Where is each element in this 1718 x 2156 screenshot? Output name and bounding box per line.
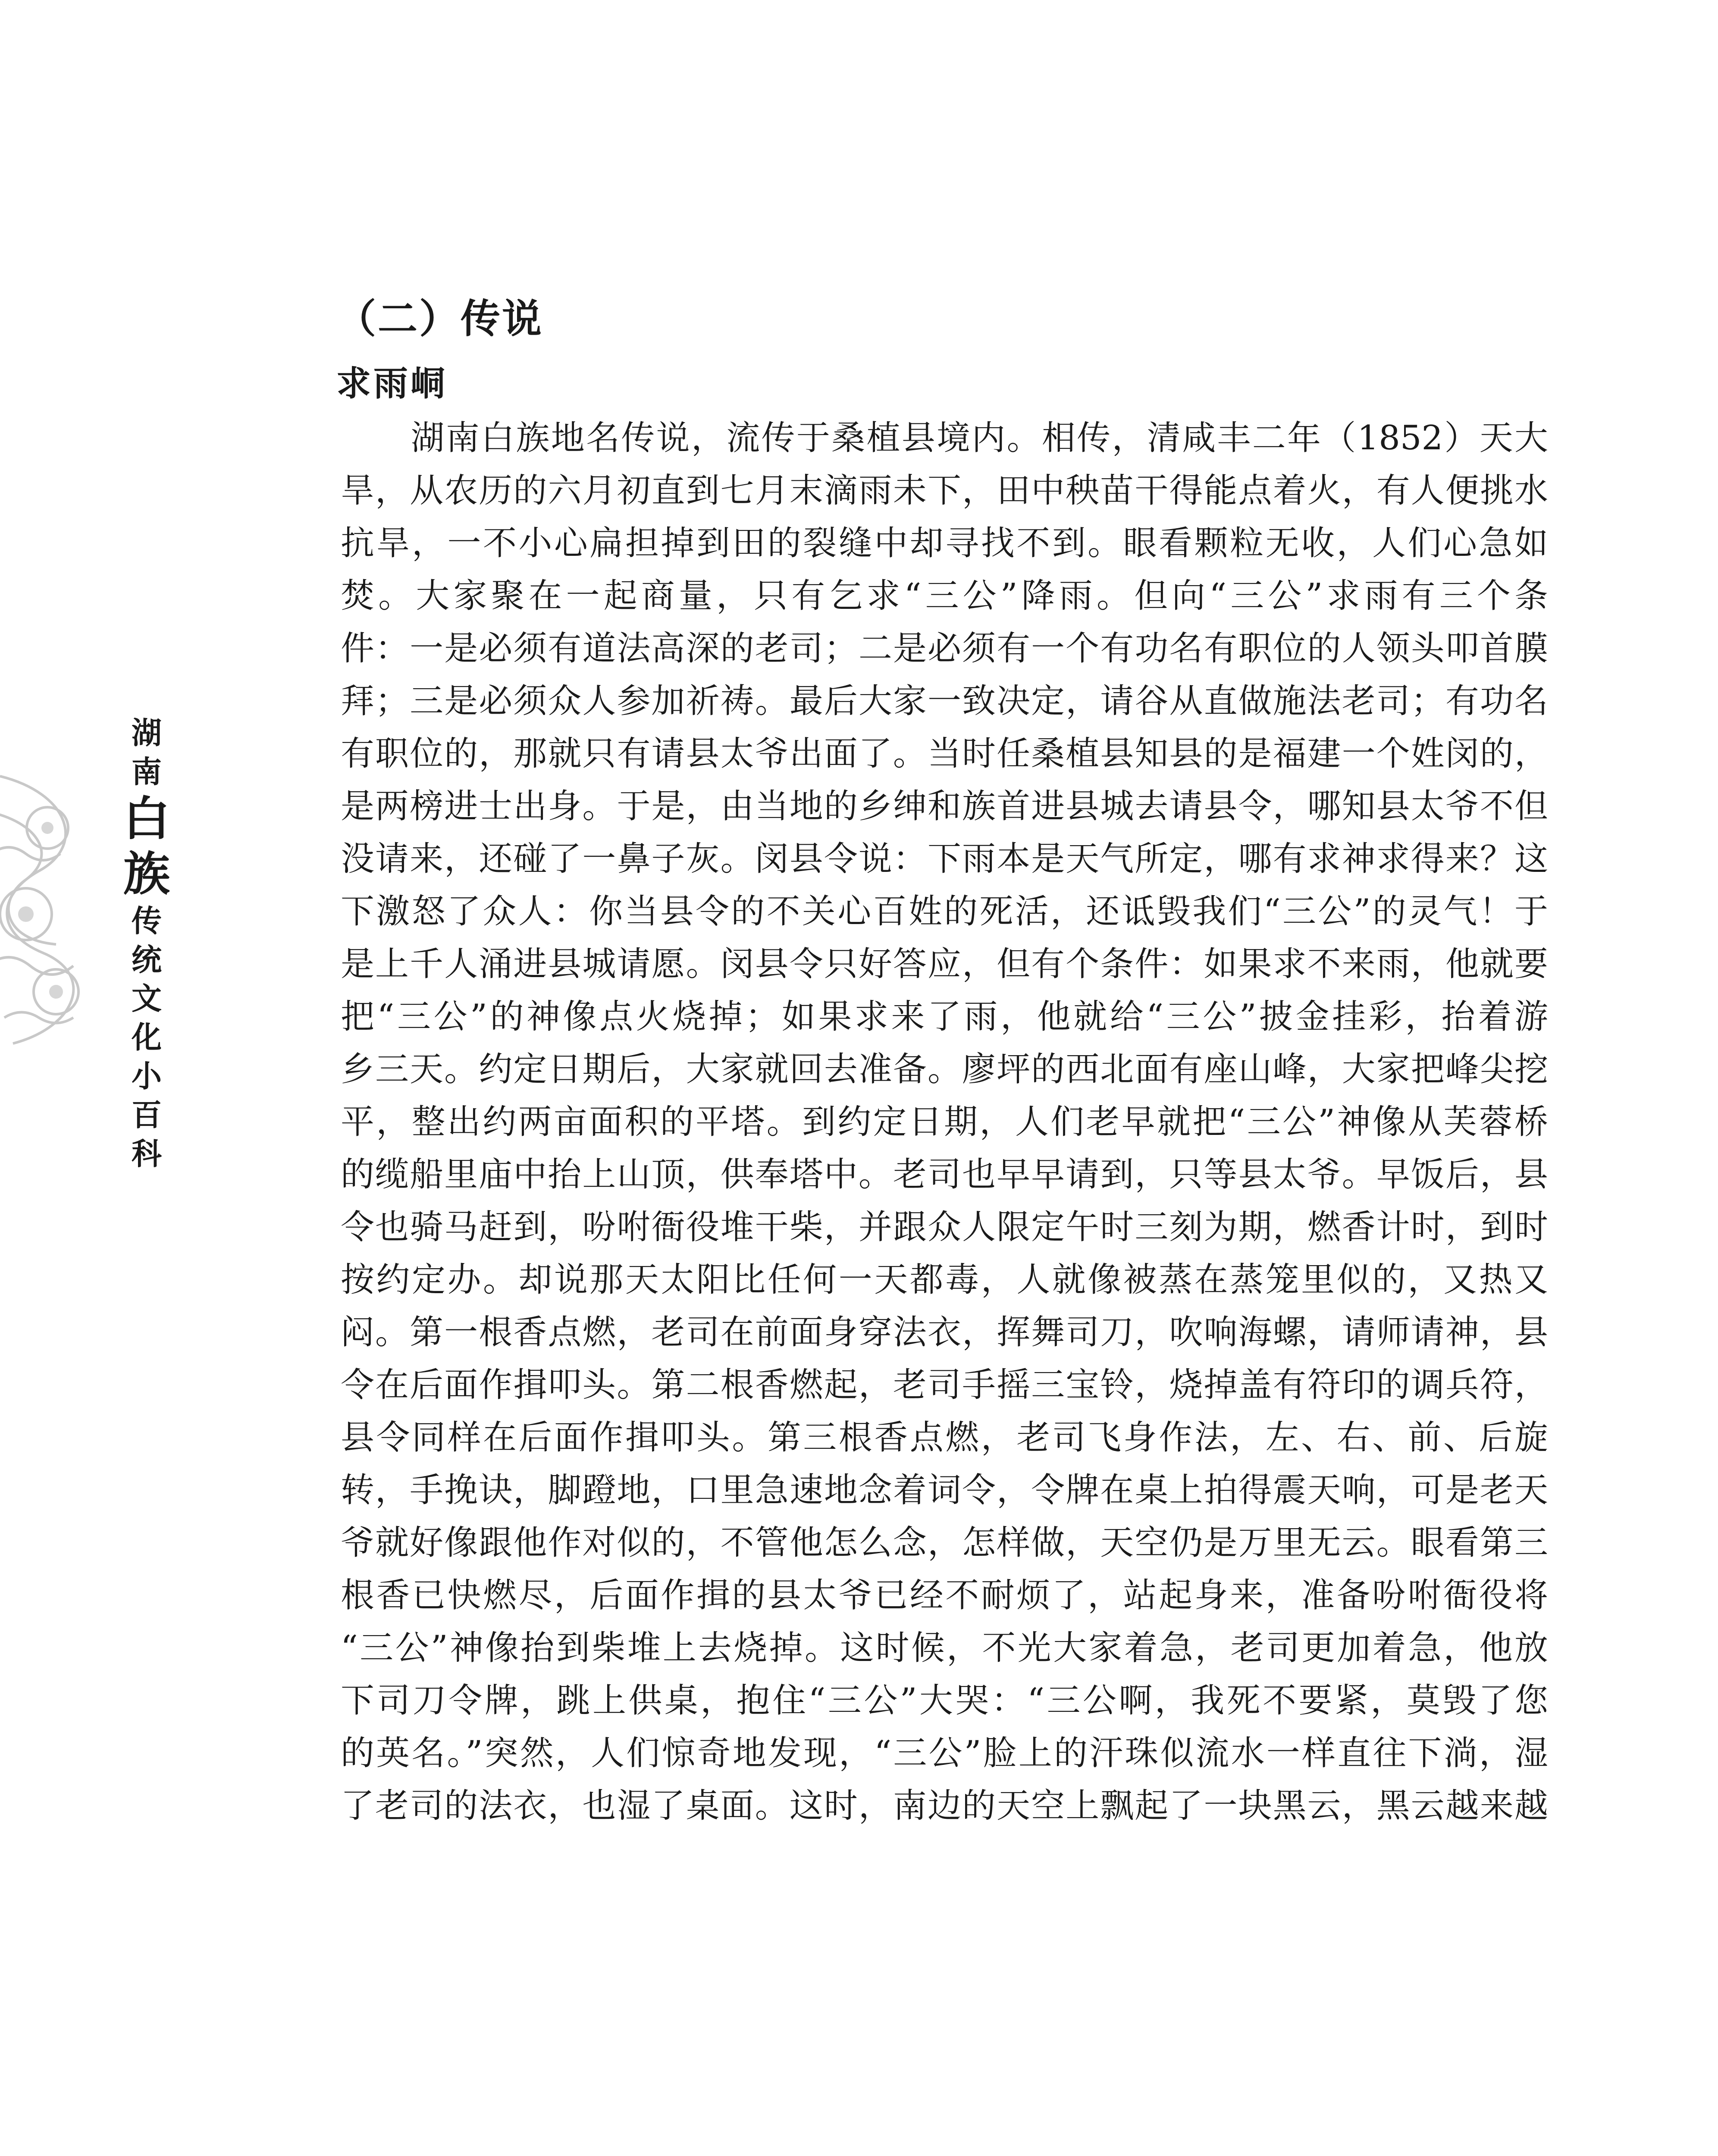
body-line: 令也骑马赶到，吩咐衙役堆干柴，并跟众人限定午时三刻为期，燃香计时，到时 [341, 1208, 1548, 1247]
body-paragraph [341, 412, 1548, 1832]
body-line: 爷就好像跟他作对似的，不管他怎么念，怎样做，天空仍是万里无云。眼看第三 [341, 1523, 1548, 1562]
body-line: 是两榜进士出身。于是，由当地的乡绅和族首进县城去请县令，哪知县太爷不但 [341, 787, 1548, 826]
body-line: 乡三天。约定日期后，大家就回去准备。廖坪的西北面有座山峰，大家把峰尖挖 [341, 1050, 1548, 1089]
side-title-char: 南 [132, 754, 162, 790]
body-line: 拜；三是必须众人参加祈祷。最后大家一致决定，请谷从直做施法老司；有功名 [341, 682, 1548, 721]
side-title-char: 族 [123, 847, 170, 901]
side-title-char: 白 [123, 792, 170, 846]
body-line: 件：一是必须有道法高深的老司；二是必须有一个有功名有职位的人领头叩首膜 [341, 629, 1548, 668]
body-line: 抗旱，一不小心扁担掉到田的裂缝中却寻找不到。眼看颗粒无收，人们心急如 [341, 524, 1548, 563]
section-heading: （二）传说 [336, 296, 544, 342]
body-line: 按约定办。却说那天太阳比任何一天都毒，人就像被蒸在蒸笼里似的，又热又 [341, 1260, 1548, 1299]
body-line: 旱，从农历的六月初直到七月末滴雨未下，田中秧苗干得能点着火，有人便挑水 [341, 471, 1548, 510]
side-title-char: 统 [132, 942, 162, 978]
side-title-char: 化 [132, 1019, 162, 1055]
body-line: “三公”神像抬到柴堆上去烧掉。这时候，不光大家着急，老司更加着急，他放 [341, 1629, 1548, 1667]
side-title-char: 文 [132, 981, 162, 1016]
side-title-char: 湖 [132, 715, 162, 751]
side-title-char: 小 [132, 1058, 162, 1094]
body-line: 没请来，还碰了一鼻子灰。闵县令说：下雨本是天气所定，哪有求神求得来？这 [341, 840, 1548, 878]
body-line: 下激怒了众人：你当县令的不关心百姓的死活，还诋毁我们“三公”的灵气！于 [341, 892, 1548, 931]
body-line: 县令同样在后面作揖叩头。第三根香点燃，老司飞身作法，左、右、前、后旋 [341, 1418, 1548, 1457]
body-line: 是上千人涌进县城请愿。闵县令只好答应，但有个条件：如果求不来雨，他就要 [341, 945, 1548, 984]
body-line: 根香已快燃尽，后面作揖的县太爷已经不耐烦了，站起身来，准备吩咐衙役将 [341, 1576, 1548, 1615]
body-line: 的英名。”突然，人们惊奇地发现，“三公”脸上的汗珠似流水一样直往下淌，湿 [341, 1734, 1548, 1773]
side-title-char: 百 [132, 1097, 162, 1133]
body-line: 的缆船里庙中抬上山顶，供奉塔中。老司也早早请到，只等县太爷。早饭后，县 [341, 1155, 1548, 1194]
body-line: 湖南白族地名传说，流传于桑植县境内。相传，清咸丰二年（1852）天大 [341, 419, 1548, 458]
side-title-char: 传 [132, 903, 162, 939]
body-line: 了老司的法衣，也湿了桌面。这时，南边的天空上飘起了一块黑云，黑云越来越 [341, 1786, 1548, 1825]
side-title-char: 科 [132, 1136, 162, 1172]
decorative-pattern-icon [0, 759, 121, 1061]
body-line: 焚。大家聚在一起商量，只有乞求“三公”降雨。但向“三公”求雨有三个条 [341, 577, 1548, 615]
body-line: 令在后面作揖叩头。第二根香燃起，老司手摇三宝铃，烧掉盖有符印的调兵符， [341, 1366, 1548, 1404]
story-heading: 求雨峒 [336, 364, 448, 404]
body-line: 下司刀令牌，跳上供桌，抱住“三公”大哭：“三公啊，我死不要紧，莫毁了您 [341, 1681, 1548, 1720]
body-line: 平，整出约两亩面积的平塔。到约定日期，人们老早就把“三公”神像从芙蓉桥 [341, 1103, 1548, 1141]
body-line: 闷。第一根香点燃，老司在前面身穿法衣，挥舞司刀，吹响海螺，请师请神，县 [341, 1313, 1548, 1352]
body-line: 转，手挽诀，脚蹬地，口里急速地念着词令，令牌在桌上拍得震天响，可是老天 [341, 1471, 1548, 1510]
vertical-book-series-title [123, 714, 170, 1173]
body-line: 把“三公”的神像点火烧掉；如果求来了雨，他就给“三公”披金挂彩，抬着游 [341, 997, 1548, 1036]
body-line: 有职位的，那就只有请县太爷出面了。当时任桑植县知县的是福建一个姓闵的， [341, 734, 1548, 773]
